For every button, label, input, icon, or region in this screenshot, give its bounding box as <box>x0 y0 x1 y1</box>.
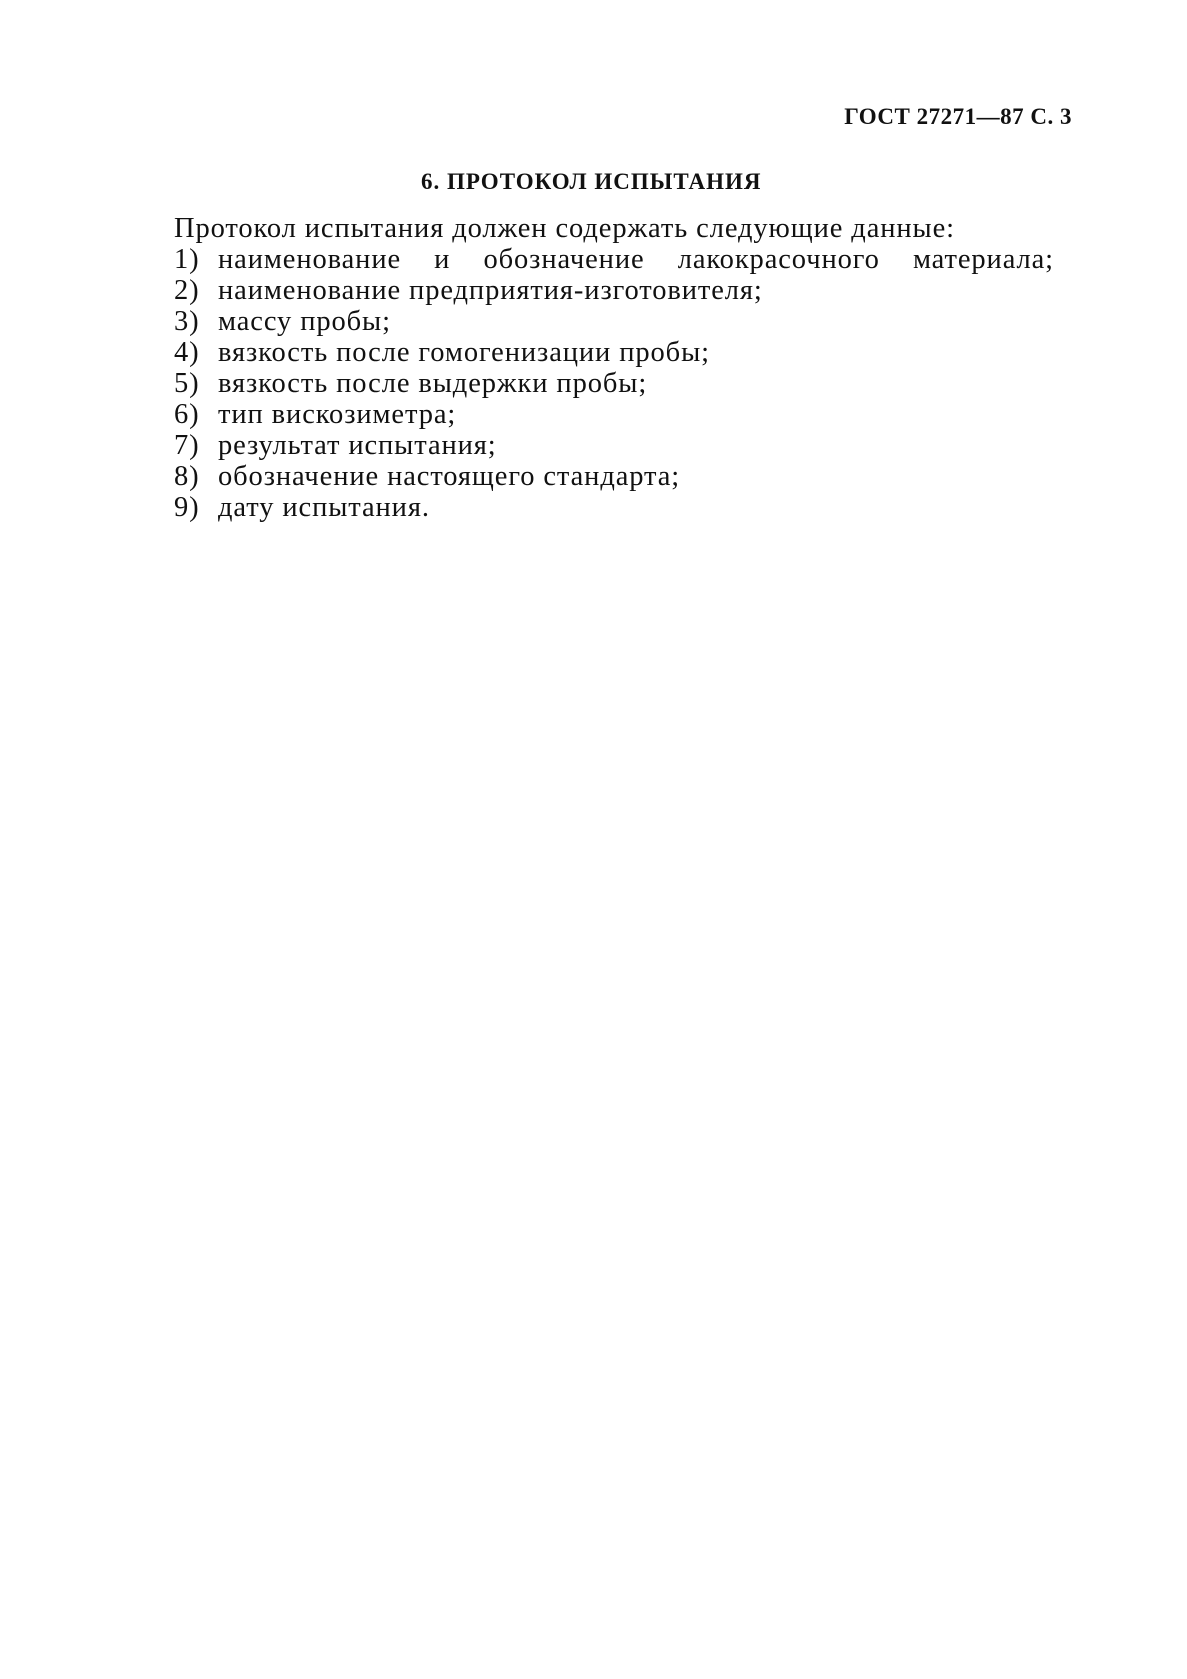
page-header-doc-ref: ГОСТ 27271—87 С. 3 <box>844 104 1072 129</box>
list-item <box>174 492 1054 523</box>
list-item-number: 3) <box>174 306 200 337</box>
list-item <box>174 244 1054 275</box>
list-item <box>174 275 1054 306</box>
list-item-text: тип вискозиметра; <box>218 399 457 430</box>
list-item-number: 1) <box>174 244 200 275</box>
list-item-text: массу пробы; <box>218 306 391 337</box>
list-item-number: 4) <box>174 337 200 368</box>
list-item <box>174 430 1054 461</box>
list-item-number: 5) <box>174 368 200 399</box>
list-item <box>174 368 1054 399</box>
list-item-text: вязкость после гомогенизации пробы; <box>218 337 710 368</box>
list-item-text: дату испытания. <box>218 492 430 523</box>
list-item-number: 9) <box>174 492 200 523</box>
list-item-number: 2) <box>174 275 200 306</box>
requirements-list <box>174 244 1054 523</box>
list-item <box>174 461 1054 492</box>
list-item-text: наименование и обозначение лакокрасочного материала; <box>218 244 1054 275</box>
list-item <box>174 399 1054 430</box>
list-item <box>174 337 1054 368</box>
list-item-number: 6) <box>174 399 200 430</box>
list-item <box>174 306 1054 337</box>
list-item-number: 7) <box>174 430 200 461</box>
list-item-number: 8) <box>174 461 200 492</box>
list-item-text: наименование предприятия-изготовителя; <box>218 275 763 306</box>
intro-paragraph: Протокол испытания должен содержать следующие данные: <box>174 213 955 244</box>
list-item-text: обозначение настоящего стандарта; <box>218 461 681 492</box>
document-body <box>174 213 1054 523</box>
list-item-text: вязкость после выдержки пробы; <box>218 368 648 399</box>
section-title: 6. ПРОТОКОЛ ИСПЫТАНИЯ <box>421 169 762 194</box>
list-item-text: результат испытания; <box>218 430 497 461</box>
